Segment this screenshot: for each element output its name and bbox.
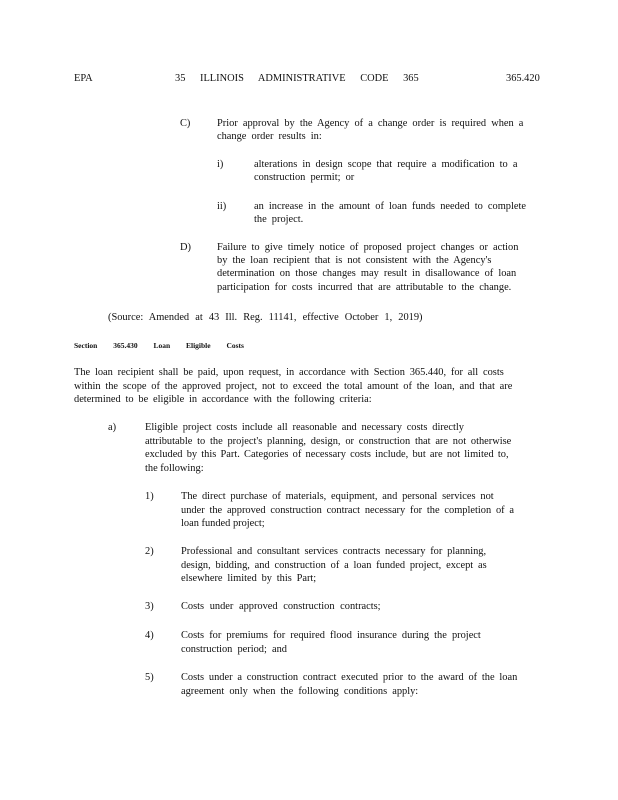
item-ii-label: ii)	[217, 201, 227, 212]
item-5-label: 5)	[145, 672, 154, 683]
item-4-line-1: Costs for premiums for required flood insurance during the project	[181, 630, 481, 641]
intro-line-1: The loan recipient shall be paid, upon request, in accordance with Section 365.440, for all costs	[74, 367, 504, 378]
item-d-line-3: determination on those changes may result in disallowance of loan	[217, 268, 517, 279]
item-2-line-1: Professional and consultant services contracts necessary for planning,	[181, 546, 487, 557]
item-2-label: 2)	[145, 546, 154, 557]
header-code-title: 35 ILLINOIS ADMINISTRATIVE CODE 365	[175, 73, 419, 84]
sub-a-line-4: the following:	[145, 463, 204, 474]
item-ii-line-2: the project.	[254, 214, 304, 225]
item-d-line-1: Failure to give timely notice of proposed project changes or action	[217, 242, 519, 253]
item-2-line-2: design, bidding, and construction of a loan funded project, except as	[181, 560, 487, 571]
item-ii-line-1: an increase in the amount of loan funds needed to complete	[254, 201, 526, 212]
header-section-number: 365.420	[506, 73, 540, 84]
item-d-line-2: by the loan recipient that is not consistent with the Agency's	[217, 255, 492, 266]
item-4-line-2: construction period; and	[181, 644, 287, 655]
item-i-line-2: construction permit; or	[254, 172, 355, 183]
item-i-label: i)	[217, 159, 224, 170]
item-4-label: 4)	[145, 630, 154, 641]
sub-a-line-3: excluded by this Part. Categories of necessary costs include, but are not limited to,	[145, 449, 509, 460]
item-c-line-2: change order results in:	[217, 131, 322, 142]
intro-line-3: determined to be eligible in accordance with the following criteria:	[74, 394, 372, 405]
header-agency: EPA	[74, 73, 93, 84]
source-note: (Source: Amended at 43 Ill. Reg. 11141, effective October 1, 2019)	[108, 312, 423, 323]
item-5-line-2: agreement only when the following conditions apply:	[181, 686, 419, 697]
section-heading: Section 365.430 Loan Eligible Costs	[74, 341, 244, 350]
sub-a-label: a)	[108, 422, 117, 433]
item-c-line-1: Prior approval by the Agency of a change order is required when a	[217, 118, 524, 129]
item-i-line-1: alterations in design scope that require a modification to a	[254, 159, 518, 170]
item-1-label: 1)	[145, 491, 154, 502]
item-c-label: C)	[180, 118, 191, 129]
item-3-line-1: Costs under approved construction contracts;	[181, 601, 381, 612]
item-d-line-4: participation for costs incurred that are attributable to the change.	[217, 282, 512, 293]
item-3-label: 3)	[145, 601, 154, 612]
item-2-line-3: elsewhere limited by this Part;	[181, 573, 317, 584]
intro-line-2: within the scope of the approved project, not to exceed the total amount of the loan, and that are	[74, 381, 513, 392]
item-5-line-1: Costs under a construction contract executed prior to the award of the loan	[181, 672, 518, 683]
sub-a-line-1: Eligible project costs include all reasonable and necessary costs directly	[145, 422, 465, 433]
item-1-line-1: The direct purchase of materials, equipment, and personal services not	[181, 491, 494, 502]
sub-a-line-2: attributable to the project's planning, design, or construction that are not otherwise	[145, 436, 512, 447]
item-1-line-2: under the approved construction contract necessary for the completion of a	[181, 505, 515, 516]
item-d-label: D)	[180, 242, 191, 253]
item-1-line-3: loan funded project;	[181, 518, 265, 529]
